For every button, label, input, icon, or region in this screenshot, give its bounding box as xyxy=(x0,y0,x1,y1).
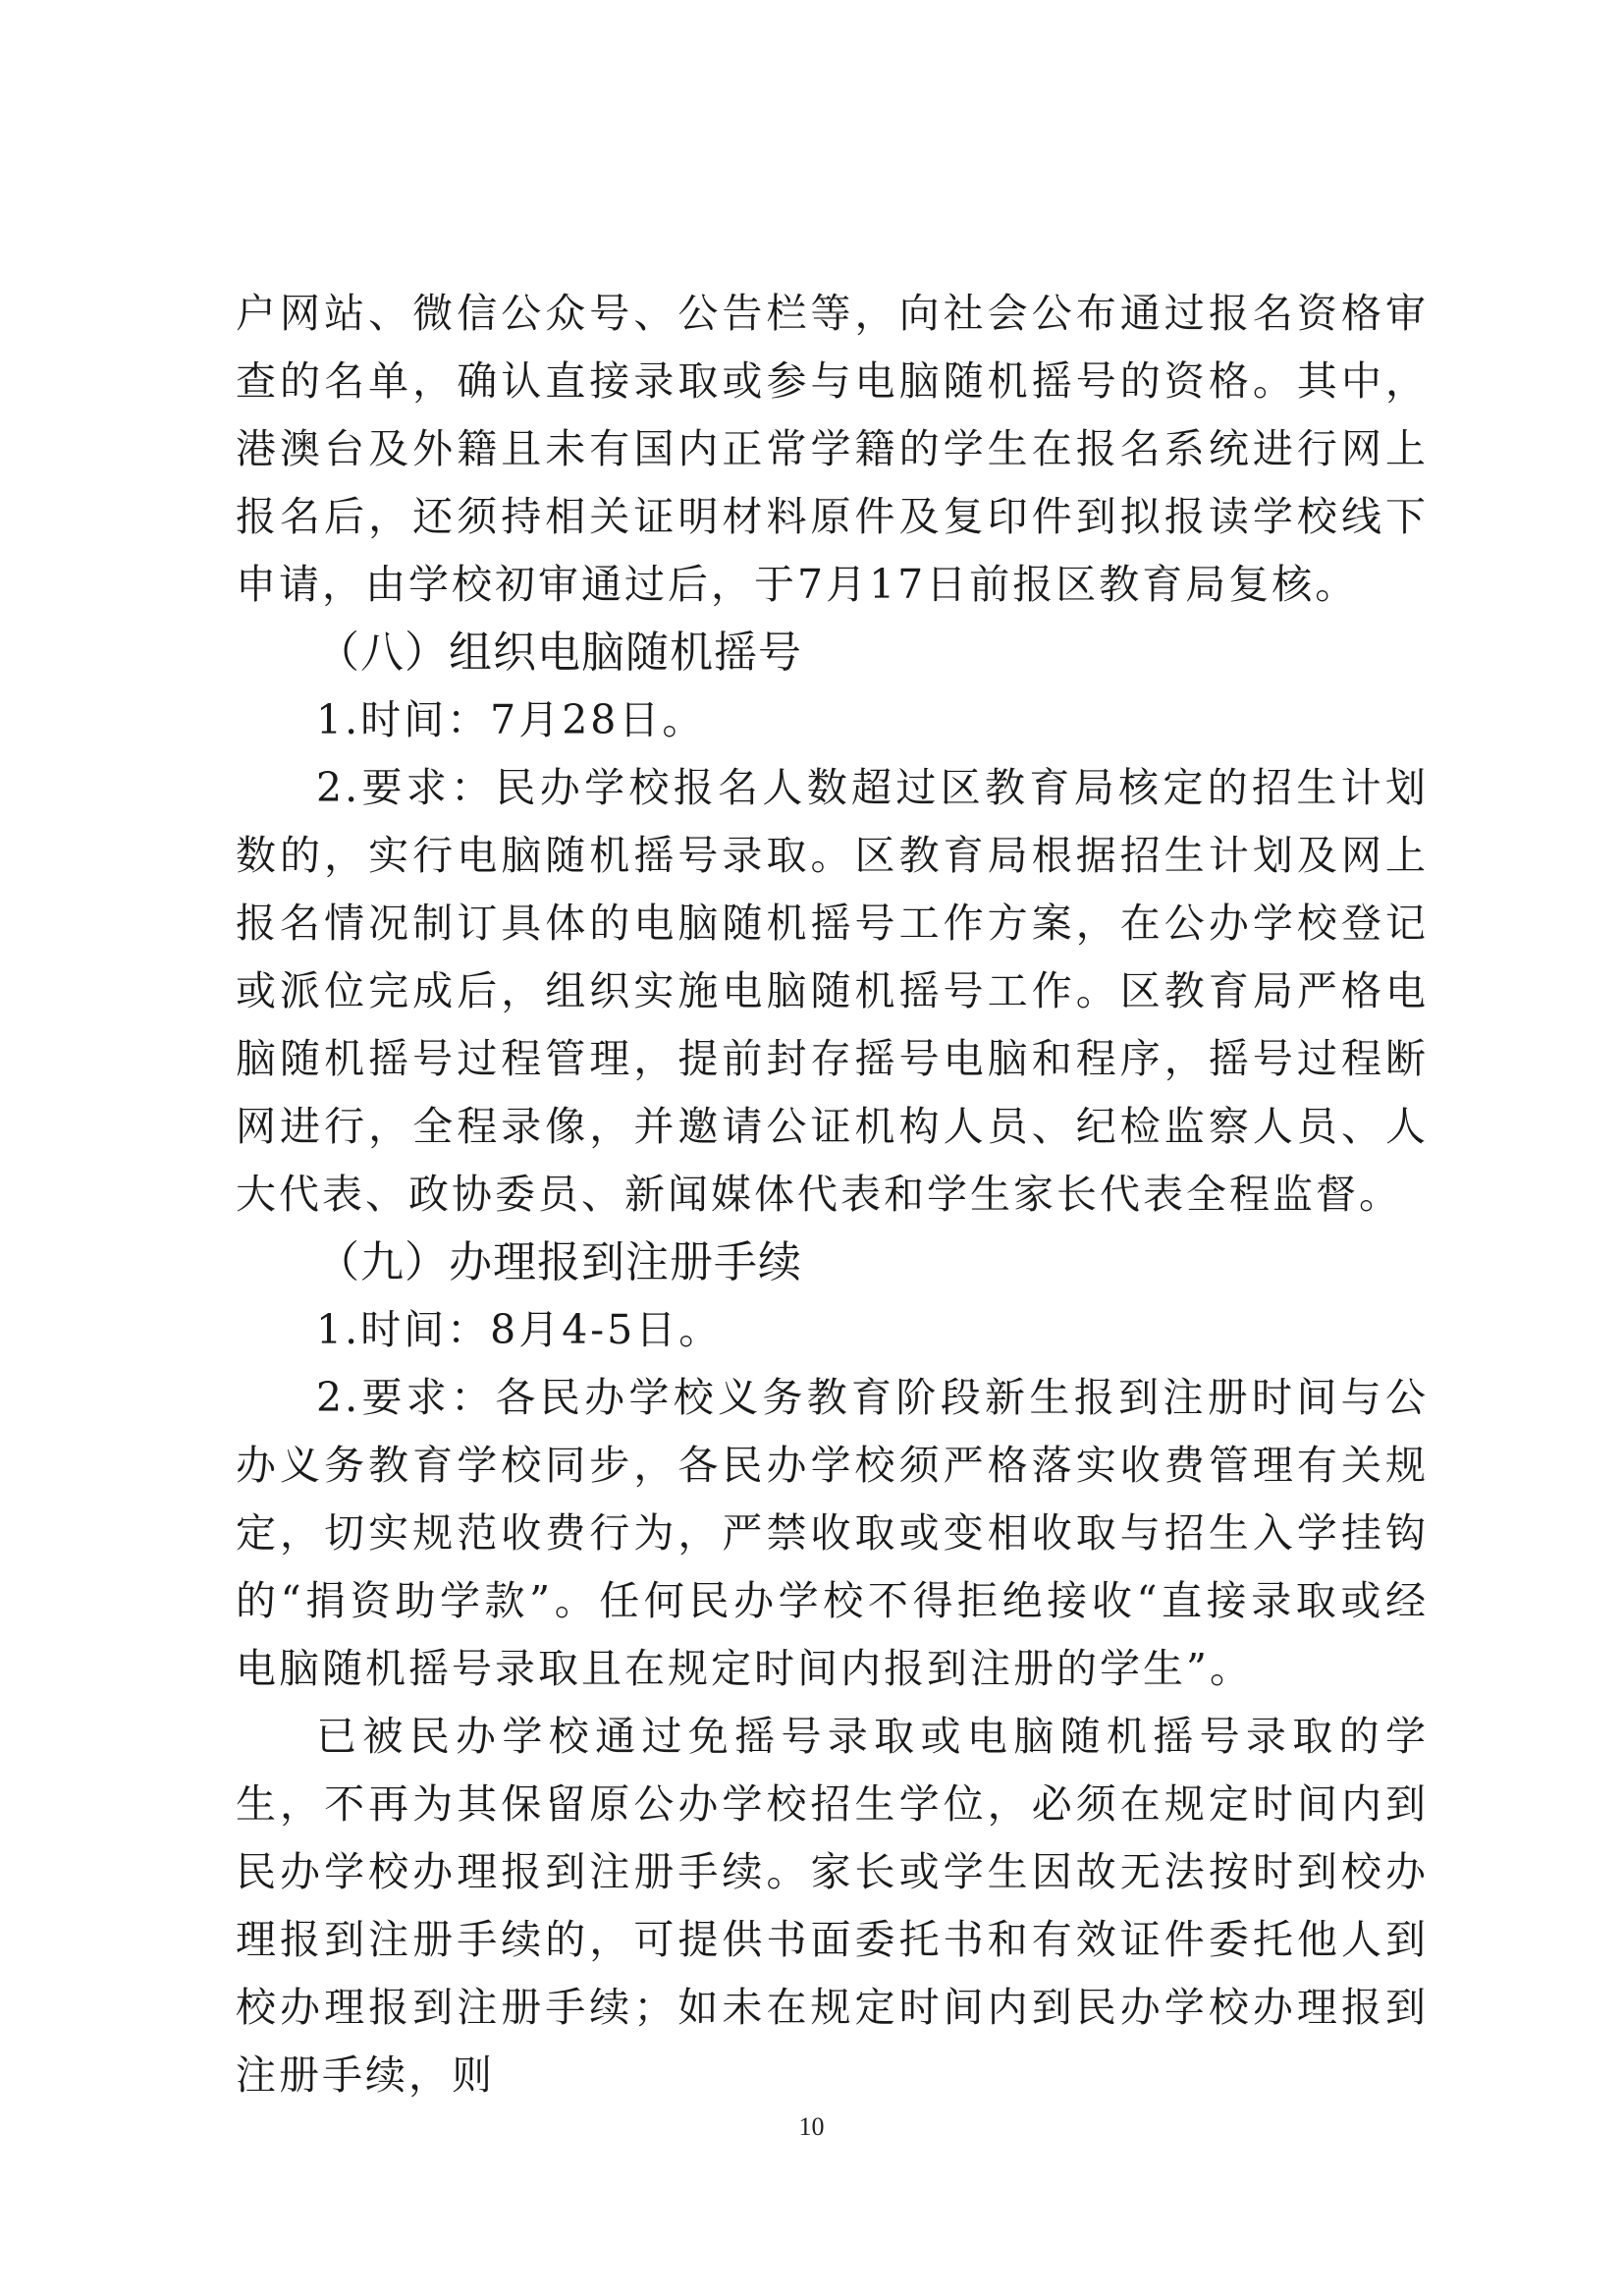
paragraph-lottery-requirements: 2.要求：民办学校报名人数超过区教育局核定的招生计划数的，实行电脑随机摇号录取。区教育局根据招生计划及网上报名情况制订具体的电脑随机摇号工作方案，在公办学校登记或派位完成后，组织实施电脑随机摇号工作。区教育局严格电脑随机摇号过程管理，提前封存摇号电脑和程序，摇号过程断网进行，全程录像，并邀请公证机构人员、纪检监察人员、人大代表、政协委员、新闻媒体代表和学生家长代表全程监督。 xyxy=(236,764,1429,1218)
section-heading-lottery: （八）组织电脑随机摇号 xyxy=(316,628,802,678)
paragraph-lottery-time: 1.时间：7月28日。 xyxy=(316,696,706,743)
page-number: 10 xyxy=(798,2112,825,2141)
paragraph-registration-requirements: 2.要求：各民办学校义务教育阶段新生报到注册时间与公办义务教育学校同步，各民办学校须严格落实收费管理有关规定，切实规范收费行为，严禁收取或变相收取与招生入学挂钩的“捐资助学款”。任何民办学校不得拒绝接收“直接录取或经电脑随机摇号录取且在规定时间内报到注册的学生”。 xyxy=(236,1374,1429,1692)
paragraph-registration-time: 1.时间：8月4-5日。 xyxy=(316,1306,723,1353)
section-heading-registration: （九）办理报到注册手续 xyxy=(316,1237,802,1287)
paragraph-admitted-students: 已被民办学校通过免摇号录取或电脑随机摇号录取的学生，不再为其保留原公办学校招生学位，必须在规定时间内到民办学校办理报到注册手续。家长或学生因故无法按时到校办理报到注册手续的，可提供书面委托书和有效证件委托他人到校办理报到注册手续；如未在规定时间内到民办学校办理报到注册手续，则 xyxy=(236,1713,1429,2099)
paragraph-publish-list: 户网站、微信公众号、公告栏等，向社会公布通过报名资格审查的名单，确认直接录取或参与电脑随机摇号的资格。其中，港澳台及外籍且未有国内正常学籍的学生在报名系统进行网上报名后，还须持相关证明材料原件及复印件到拟报读学校线下申请，由学校初审通过后，于7月17日前报区教育局复核。 xyxy=(236,290,1429,608)
document-body xyxy=(236,280,1429,2109)
